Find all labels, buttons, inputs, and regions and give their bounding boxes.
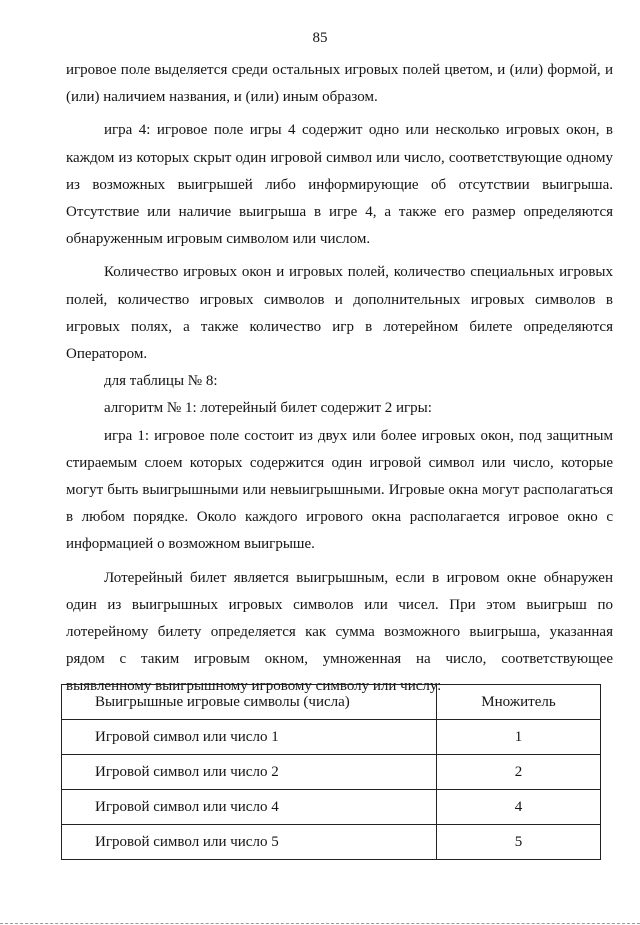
table-row	[62, 720, 601, 755]
table-header-symbols: Выигрышные игровые символы (числа)	[62, 685, 437, 720]
paragraph: для таблицы № 8:	[104, 373, 218, 390]
table-row	[62, 755, 601, 790]
table-cell-multiplier: 5	[437, 825, 601, 860]
table-header-multiplier: Множитель	[437, 685, 601, 720]
page-number: 85	[312, 30, 328, 46]
paragraph: игра 4: игровое поле игры 4 содержит одно или несколько игровых окон, в каждом из которых скрыт один игровой символ или число, соответствующие одному из возможных выигрышей либо информирующие об отсутствии выигрыша. Отсутствие или наличие выигрыша в игре 4, а также его размер определяются обнаруженным игровым символом или числом.	[66, 122, 613, 248]
table-cell-multiplier: 2	[437, 755, 601, 790]
paragraph: Количество игровых окон и игровых полей, количество специальных игровых полей, количество игровых символов и дополнительных игровых символов в игровых полях, а также количество игр в лотерейном билете определяются Оператором.	[66, 264, 613, 363]
table-cell-symbol: Игровой символ или число 2	[62, 755, 437, 790]
table-cell-symbol: Игровой символ или число 5	[62, 825, 437, 860]
table-cell-multiplier: 1	[437, 720, 601, 755]
table-row	[62, 825, 601, 860]
document-body	[66, 57, 613, 701]
table-header-row	[62, 685, 601, 720]
multiplier-table	[61, 684, 601, 860]
table-cell-symbol: Игровой символ или число 4	[62, 790, 437, 825]
paragraph: игровое поле выделяется среди остальных игровых полей цветом, и (или) формой, и (или) наличием названия, и (или) иным образом.	[66, 62, 613, 106]
table-cell-symbol: Игровой символ или число 1	[62, 720, 437, 755]
paragraph: игра 1: игровое поле состоит из двух или более игровых окон, под защитным стираемым слоем которых содержится один игровой символ или число, которые могут быть выигрышными или невыигрышными. Игровые окна могут располагаться в любом порядке. Около каждого игрового окна располагается игровое окно с информацией о возможном выигрыше.	[66, 427, 613, 553]
paragraph: алгоритм № 1: лотерейный билет содержит 2 игры:	[104, 400, 432, 417]
paragraph: Лотерейный билет является выигрышным, если в игровом окне обнаружен один из выигрышных игровых символов или чисел. При этом выигрыш по лотерейному билету определяется как сумма возможного выигрыша, указанная рядом с таким игровым окном, умноженная на число, соответствующее выявленному выигрышному игровому символу или числу:	[66, 569, 613, 695]
table-cell-multiplier: 4	[437, 790, 601, 825]
table-row	[62, 790, 601, 825]
